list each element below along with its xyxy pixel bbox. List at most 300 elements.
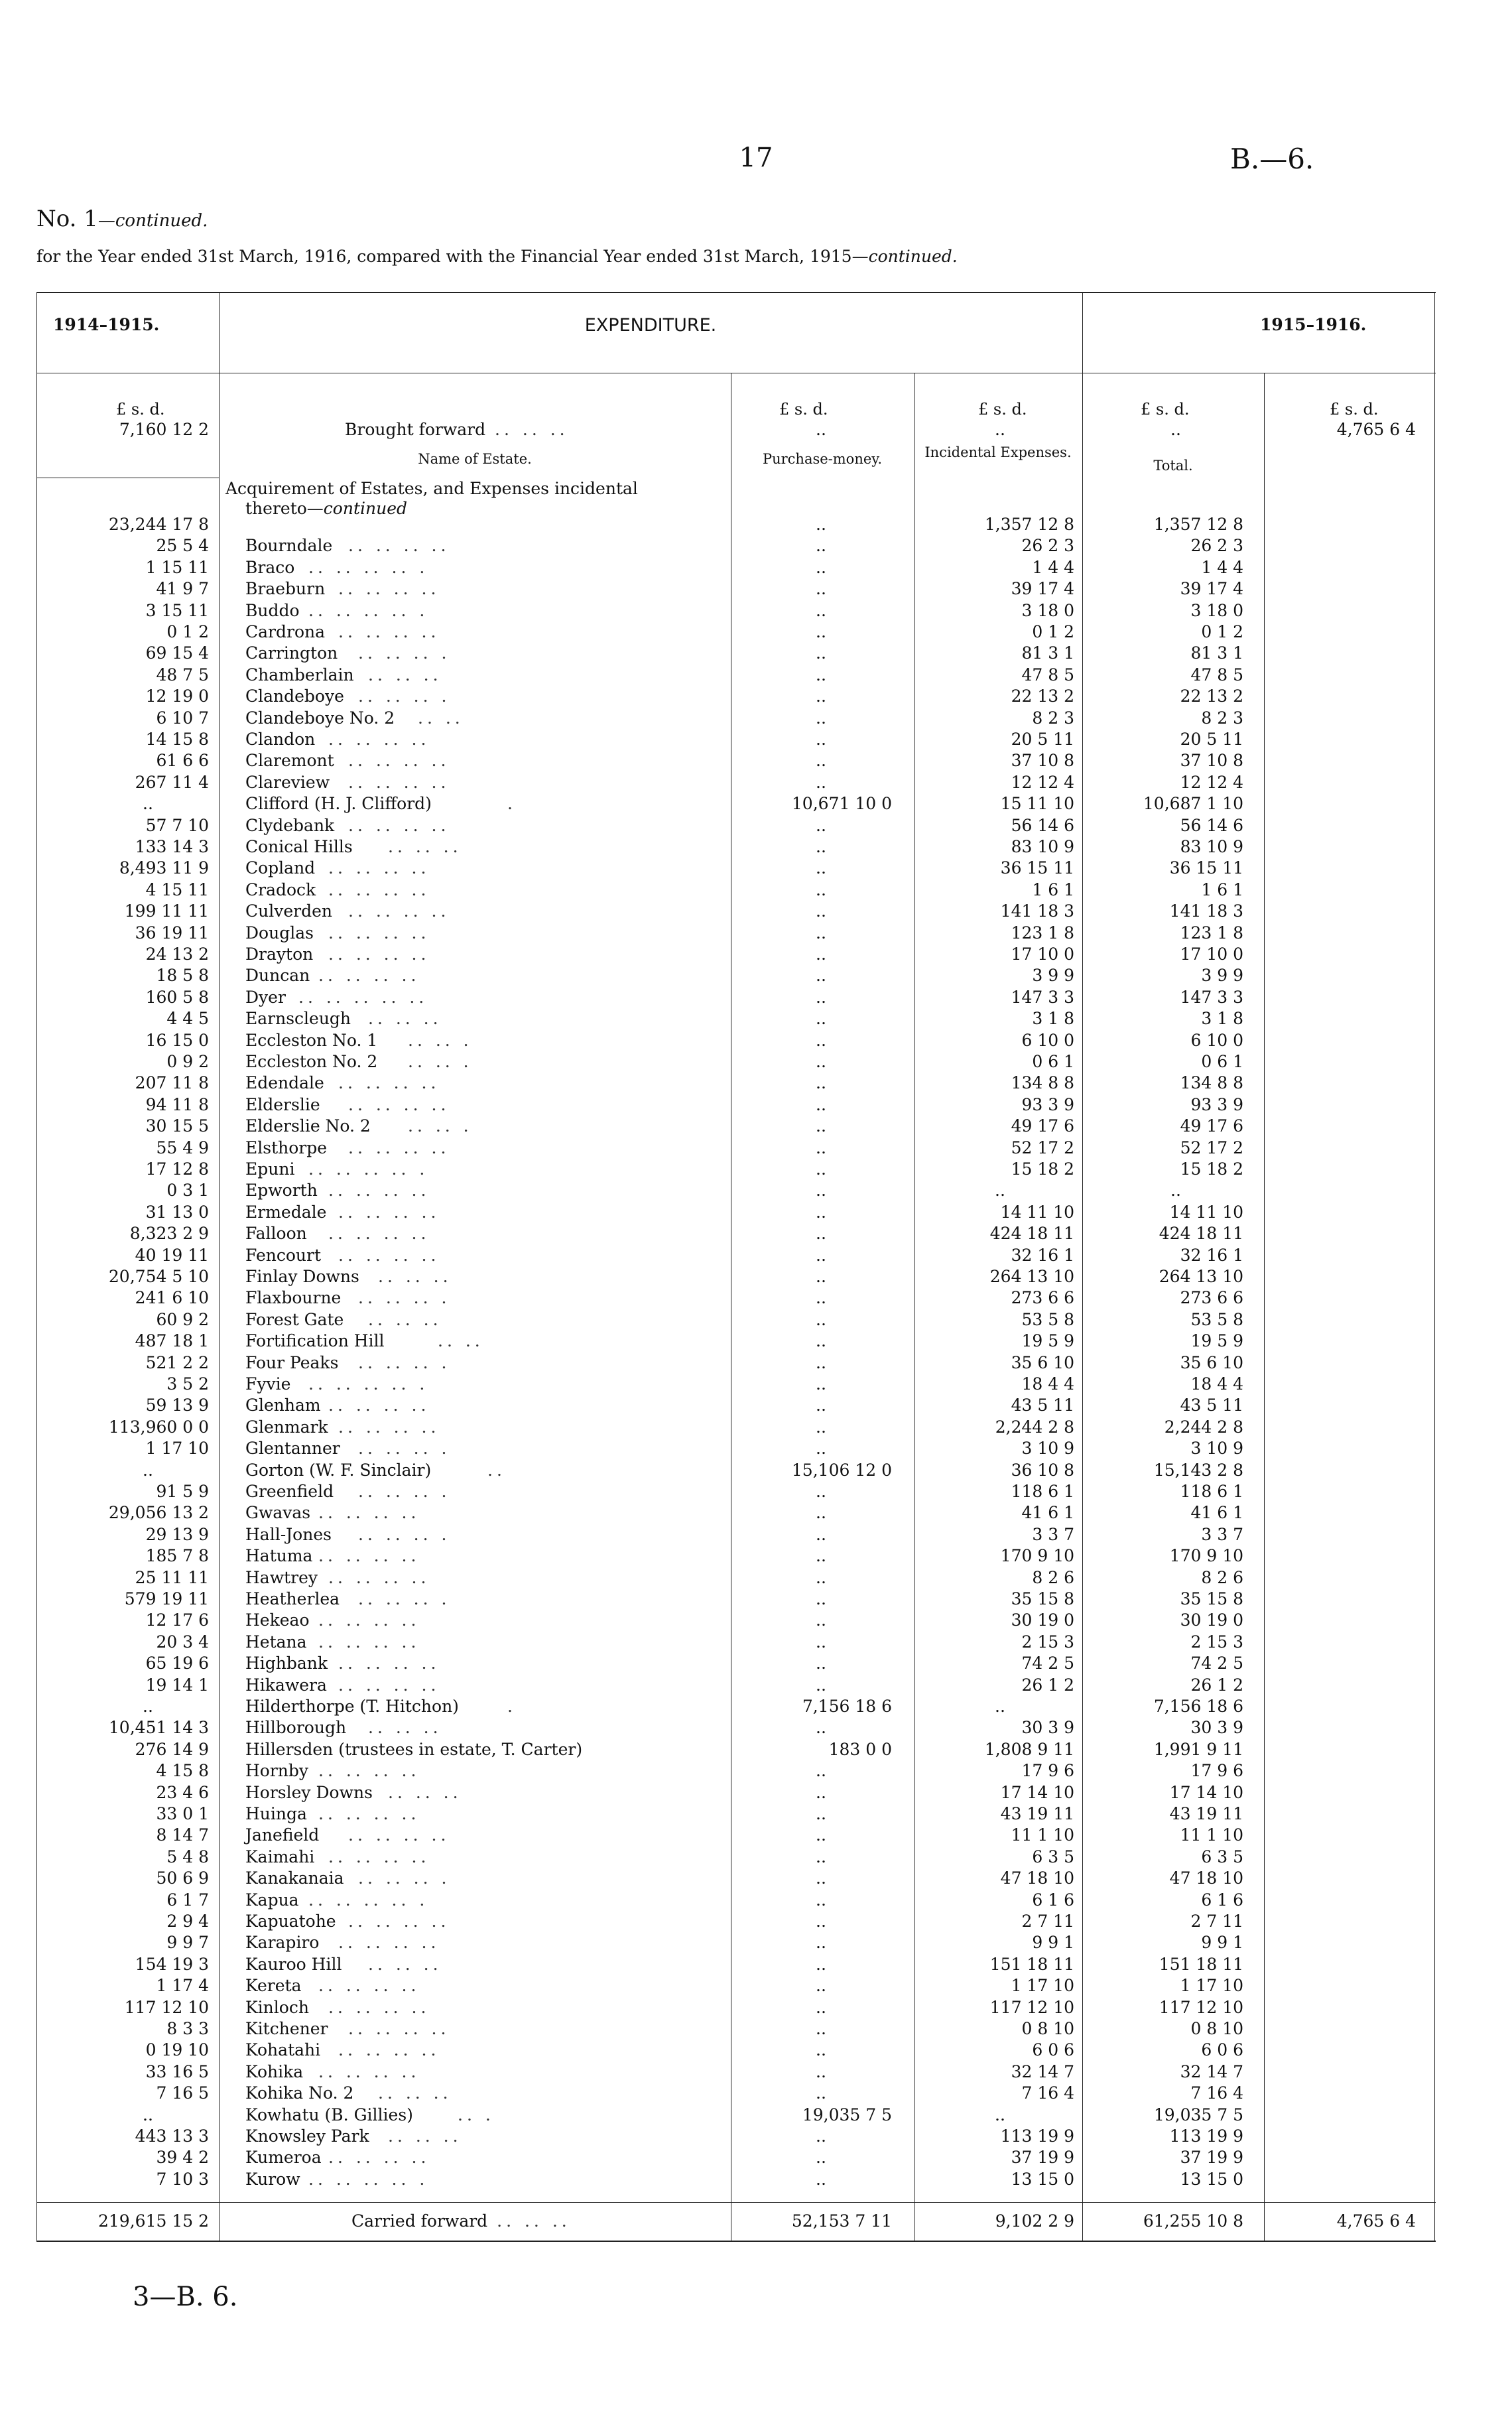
- total: 32 16 1: [1180, 1245, 1243, 1265]
- page-number: 17: [739, 143, 773, 173]
- incidental-expenses: 6 3 5: [1032, 1847, 1074, 1866]
- total: 30 3 9: [1190, 1718, 1243, 1738]
- leader-dots: .. .. .. ..: [318, 1632, 420, 1652]
- leader-dots: .. .. .. .: [358, 1352, 451, 1372]
- total: 41 6 1: [1190, 1503, 1243, 1523]
- leader-dots: .. .. .. ..: [318, 1804, 420, 1823]
- purchase-money: ..: [816, 1159, 826, 1179]
- table-row: [0, 1739, 1512, 1760]
- leader-dots: .. .. .. .: [358, 1288, 451, 1308]
- row-1914-1915-amount: 7 16 5: [156, 2083, 209, 2103]
- table-row: [0, 1954, 1512, 1975]
- total: 37 10 8: [1180, 751, 1243, 771]
- incidental-expenses: 35 6 10: [1011, 1352, 1074, 1372]
- row-1914-1915-amount: 185 7 8: [145, 1546, 209, 1566]
- table-row: [0, 1309, 1512, 1331]
- leader-dots: .. .. .. ..: [328, 730, 430, 749]
- total: 15,143 2 8: [1153, 1460, 1243, 1480]
- unit-total: £ s. d.: [1141, 400, 1190, 419]
- total: 8 2 6: [1201, 1567, 1243, 1587]
- row-1914-1915-amount: 1 15 11: [145, 557, 209, 577]
- incidental-expenses: 147 3 3: [1011, 987, 1074, 1007]
- estate-name: Claremont: [245, 751, 334, 771]
- leader-dots: .. .. .. ..: [348, 2019, 450, 2038]
- purchase-money: ..: [816, 2061, 826, 2081]
- total: 17 10 0: [1180, 945, 1243, 964]
- leader-dots: .. .. .. .. .: [308, 1159, 429, 1179]
- carried-forward-right: 4,765 6 4: [1336, 2211, 1416, 2231]
- row-1914-1915-amount: 41 9 7: [156, 579, 209, 599]
- table-row: [0, 643, 1512, 664]
- row-1914-1915-amount: 9 9 7: [166, 1933, 209, 1953]
- row-1914-1915-amount: 65 19 6: [145, 1654, 209, 1673]
- incidental-expenses: 170 9 10: [1000, 1546, 1074, 1566]
- brought-forward-incidental: ..: [995, 420, 1005, 439]
- estate-name: Eccleston No. 1: [245, 1030, 378, 1050]
- purchase-money: ..: [816, 1675, 826, 1695]
- leader-dots: .. .. .. .: [358, 1439, 451, 1459]
- document-id: B.—6.: [1230, 143, 1314, 175]
- table-row: [0, 578, 1512, 600]
- incidental-expenses: 2 7 11: [1021, 1912, 1074, 1931]
- total: 47 18 10: [1169, 1868, 1243, 1888]
- row-1914-1915-amount: ..: [143, 1460, 153, 1480]
- table-row: [0, 1180, 1512, 1201]
- incidental-expenses: 43 5 11: [1011, 1396, 1074, 1415]
- total: 17 9 6: [1190, 1761, 1243, 1781]
- row-1914-1915-amount: 24 13 2: [145, 945, 209, 964]
- purchase-money: ..: [816, 858, 826, 878]
- total: 3 18 0: [1190, 600, 1243, 620]
- table-top-rule: [36, 292, 1436, 293]
- total: 2 7 11: [1190, 1912, 1243, 1931]
- table-row: [0, 2105, 1512, 2126]
- estate-name: Hikawera: [245, 1675, 327, 1695]
- total: 49 17 6: [1180, 1116, 1243, 1136]
- incidental-expenses: 30 19 0: [1011, 1610, 1074, 1630]
- carried-forward-row: [0, 2211, 1512, 2232]
- incidental-expenses: 6 0 6: [1032, 2040, 1074, 2060]
- row-1914-1915-amount: 39 4 2: [156, 2148, 209, 2168]
- table-row: [0, 1287, 1512, 1309]
- leader-dots: .. .. .: [408, 1052, 473, 1071]
- estate-name: Kohatahi: [245, 2040, 321, 2060]
- table-row: [0, 987, 1512, 1008]
- total: ..: [1170, 1181, 1181, 1201]
- section-heading-line1: Acquirement of Estates, and Expenses incidental: [225, 479, 638, 498]
- total: 20 5 11: [1180, 730, 1243, 749]
- purchase-money: ..: [816, 751, 826, 771]
- incidental-expenses: 141 18 3: [1000, 901, 1074, 921]
- total: 134 8 8: [1180, 1073, 1243, 1093]
- table-row: [0, 2126, 1512, 2147]
- purchase-money: ..: [816, 772, 826, 792]
- subtitle: [36, 247, 958, 266]
- estate-name: Kauroo Hill: [245, 1954, 342, 1974]
- total: 117 12 10: [1159, 1997, 1243, 2017]
- section-heading-italic: continued: [323, 499, 407, 518]
- estate-name: Clareview: [245, 772, 330, 792]
- incidental-expenses: ..: [995, 1697, 1005, 1716]
- brought-forward-row: [0, 419, 1512, 440]
- incidental-expenses: 32 14 7: [1011, 2061, 1074, 2081]
- incidental-expenses: 39 17 4: [1011, 579, 1074, 599]
- table-row: [0, 1589, 1512, 1610]
- estate-name: Horsley Downs: [245, 1782, 373, 1802]
- incidental-expenses: 49 17 6: [1011, 1116, 1074, 1136]
- table-row: [0, 901, 1512, 922]
- leader-dots: .. .. .. ..: [328, 880, 430, 899]
- estate-name: Hawtrey: [245, 1567, 318, 1587]
- purchase-money: ..: [816, 536, 826, 556]
- table-row: [0, 1460, 1512, 1481]
- row-1914-1915-amount: 19 14 1: [145, 1675, 209, 1695]
- total: 81 3 1: [1190, 643, 1243, 663]
- purchase-money: ..: [816, 901, 826, 921]
- leader-dots: .. .. .. ..: [348, 772, 450, 792]
- row-1914-1915-amount: 579 19 11: [124, 1589, 209, 1608]
- leader-dots: .. .. .: [408, 1116, 473, 1136]
- row-1914-1915-amount: 61 6 6: [156, 751, 209, 771]
- estate-name: Kapua: [245, 1890, 299, 1910]
- incidental-expenses: 18 4 4: [1021, 1374, 1074, 1394]
- row-1914-1915-amount: 6 1 7: [166, 1890, 209, 1910]
- leader-dots: .. .. ..: [368, 1954, 442, 1974]
- row-1914-1915-amount: 521 2 2: [145, 1352, 209, 1372]
- leader-dots: .: [507, 1697, 517, 1716]
- table-row: [0, 1417, 1512, 1438]
- table-row: [0, 1266, 1512, 1287]
- total: 10,687 1 10: [1143, 794, 1243, 814]
- estate-name: Kitchener: [245, 2019, 328, 2038]
- estate-name: Kohika: [245, 2061, 304, 2081]
- purchase-money: ..: [816, 515, 826, 534]
- leader-dots: .. .. .. ..: [318, 1503, 420, 1523]
- table-row: [0, 1868, 1512, 1889]
- incidental-expenses: 81 3 1: [1021, 643, 1074, 663]
- purchase-money: ..: [816, 1589, 826, 1608]
- carried-forward-incidental: 9,102 2 9: [995, 2211, 1074, 2231]
- incidental-expenses: 6 1 6: [1032, 1890, 1074, 1910]
- total: 18 4 4: [1190, 1374, 1243, 1394]
- incidental-expenses: 3 10 9: [1021, 1439, 1074, 1459]
- incidental-expenses: 26 1 2: [1021, 1675, 1074, 1695]
- purchase-money: ..: [816, 2126, 826, 2146]
- purchase-money: ..: [816, 1374, 826, 1394]
- unit-incidental: £ s. d.: [978, 400, 1027, 419]
- purchase-money: ..: [816, 1912, 826, 1931]
- row-1914-1915-amount: 12 19 0: [145, 686, 209, 706]
- row-1914-1915-amount: ..: [143, 1697, 153, 1716]
- total: 1 17 10: [1180, 1976, 1243, 1996]
- purchase-money: 7,156 18 6: [802, 1697, 892, 1716]
- row-1914-1915-amount: 40 19 11: [135, 1245, 209, 1265]
- purchase-money: ..: [816, 1847, 826, 1866]
- purchase-money: ..: [816, 966, 826, 986]
- row-1914-1915-amount: 0 3 1: [166, 1181, 209, 1201]
- purchase-money: ..: [816, 1503, 826, 1523]
- row-1914-1915-amount: 4 15 8: [156, 1761, 209, 1781]
- incidental-expenses: 35 15 8: [1011, 1589, 1074, 1608]
- incidental-expenses: 15 18 2: [1011, 1159, 1074, 1179]
- total: 93 3 9: [1190, 1094, 1243, 1114]
- incidental-expenses: 1,357 12 8: [984, 515, 1074, 534]
- total: 1,991 9 11: [1153, 1739, 1243, 1759]
- statement-number-text: No. 1: [36, 206, 98, 232]
- estate-name: Forest Gate: [245, 1309, 344, 1329]
- table-row: [0, 1502, 1512, 1524]
- estate-name: Duncan: [245, 966, 310, 986]
- incidental-expenses: 1 17 10: [1011, 1976, 1074, 1996]
- purchase-money: ..: [816, 1997, 826, 2017]
- row-1914-1915-amount: 69 15 4: [145, 643, 209, 663]
- leader-dots: .. .. .. ..: [348, 536, 450, 556]
- total: 7 16 4: [1190, 2083, 1243, 2103]
- unit-left: £ s. d.: [116, 400, 165, 419]
- row-1914-1915-amount: 199 11 11: [124, 901, 209, 921]
- leader-dots: .. .. .. ..: [338, 1933, 440, 1953]
- table-row: [0, 1610, 1512, 1631]
- leader-dots: .. .. .. ..: [328, 1181, 430, 1201]
- table-row: [0, 665, 1512, 686]
- leader-dots: .: [507, 794, 517, 814]
- brought-forward-text: Brought forward: [345, 420, 486, 439]
- estate-name: Glenham: [245, 1396, 321, 1415]
- row-1914-1915-amount: 25 5 4: [156, 536, 209, 556]
- purchase-money: ..: [816, 2169, 826, 2189]
- total: 53 5 8: [1190, 1309, 1243, 1329]
- leader-dots: .. .. .. ..: [338, 1202, 440, 1222]
- table-row: [0, 1632, 1512, 1653]
- row-1914-1915-amount: 2 9 4: [166, 1912, 209, 1931]
- purchase-money: ..: [816, 557, 826, 577]
- estate-name: Eccleston No. 2: [245, 1052, 378, 1071]
- estate-name: Kurow: [245, 2169, 300, 2189]
- table-row: [0, 1223, 1512, 1244]
- purchase-money: ..: [816, 2019, 826, 2038]
- incidental-expenses: 17 10 0: [1011, 945, 1074, 964]
- estate-name: Buddo: [245, 600, 300, 620]
- row-1914-1915-amount: 5 4 8: [166, 1847, 209, 1866]
- purchase-money: ..: [816, 1331, 826, 1351]
- estate-name: Fyvie: [245, 1374, 291, 1394]
- total: 0 6 1: [1201, 1052, 1243, 1071]
- purchase-money: ..: [816, 1267, 826, 1286]
- table-row: [0, 2061, 1512, 2083]
- incidental-expenses: 19 5 9: [1021, 1331, 1074, 1351]
- estate-name: Hetana: [245, 1632, 307, 1652]
- table-row: [0, 1374, 1512, 1395]
- table-row: [0, 944, 1512, 965]
- leader-dots: .. .. ..: [378, 2083, 452, 2103]
- purchase-money: ..: [816, 1782, 826, 1802]
- table-row: [0, 1202, 1512, 1223]
- purchase-money: ..: [816, 1245, 826, 1265]
- table-row: [0, 1545, 1512, 1567]
- leader-dots: .. .. .. ..: [318, 1546, 420, 1566]
- estate-name: Kanakanaia: [245, 1868, 344, 1888]
- table-row: [0, 535, 1512, 556]
- leader-dots: .. .. .. .: [358, 1482, 451, 1501]
- table-foot-rule-1: [36, 2202, 1436, 2203]
- estate-name: Heatherlea: [245, 1589, 340, 1608]
- table-row: [0, 1975, 1512, 1996]
- purchase-money: ..: [816, 665, 826, 685]
- leader-dots: .. .. .. ..: [328, 1567, 430, 1587]
- table-row: [0, 1245, 1512, 1266]
- carried-forward-total: 61,255 10 8: [1143, 2211, 1243, 2231]
- estate-name: Hekeao: [245, 1610, 310, 1630]
- estate-name: Clandeboye No. 2: [245, 708, 395, 728]
- incidental-expenses: 14 11 10: [1000, 1202, 1074, 1222]
- purchase-money: ..: [816, 2040, 826, 2060]
- total: 8 2 3: [1201, 708, 1243, 728]
- estate-name: Kowhatu (B. Gillies): [245, 2105, 413, 2124]
- incidental-expenses: 83 10 9: [1011, 837, 1074, 856]
- incidental-expenses: 52 17 2: [1011, 1138, 1074, 1157]
- incidental-expenses: 3 9 9: [1032, 966, 1074, 986]
- purchase-money: ..: [816, 1567, 826, 1587]
- incidental-expenses: 424 18 11: [989, 1224, 1074, 1244]
- estate-name: Fencourt: [245, 1245, 322, 1265]
- total: 36 15 11: [1169, 858, 1243, 878]
- purchase-money: ..: [816, 708, 826, 728]
- leader-dots: .. .. ..: [388, 837, 462, 856]
- incidental-expenses: 41 6 1: [1021, 1503, 1074, 1523]
- row-1914-1915-amount: 8,323 2 9: [129, 1224, 209, 1244]
- purchase-money: ..: [816, 1632, 826, 1652]
- table-row: [0, 815, 1512, 836]
- leader-dots: .. .. .. .: [358, 1868, 451, 1888]
- incidental-expenses: 3 1 8: [1032, 1009, 1074, 1029]
- estate-name: Bourndale: [245, 536, 333, 556]
- table-row: [0, 1438, 1512, 1459]
- total: 26 1 2: [1190, 1675, 1243, 1695]
- purchase-money: ..: [816, 1933, 826, 1953]
- leader-dots: .. .. ..: [388, 1782, 462, 1802]
- table-row: [0, 1717, 1512, 1738]
- incidental-expenses: 1,808 9 11: [984, 1739, 1074, 1759]
- table-row: [0, 1675, 1512, 1696]
- estate-name: Gorton (W. F. Sinclair): [245, 1460, 432, 1480]
- total: 26 2 3: [1190, 536, 1243, 556]
- row-1914-1915-amount: 20 3 4: [156, 1632, 209, 1652]
- estate-name: Clifford (H. J. Clifford): [245, 794, 432, 814]
- leader-dots: .. .. ..: [378, 1267, 452, 1286]
- leader-dots: .. .. .. ..: [338, 1675, 440, 1695]
- leader-dots: .. .. .. ..: [328, 1396, 430, 1415]
- estate-name: Copland: [245, 858, 316, 878]
- row-1914-1915-amount: 33 16 5: [145, 2061, 209, 2081]
- row-1914-1915-amount: 1 17 4: [156, 1976, 209, 1996]
- row-1914-1915-amount: 50 6 9: [156, 1868, 209, 1888]
- total: 19,035 7 5: [1153, 2105, 1243, 2124]
- leader-dots: .. .. .. ..: [338, 1417, 440, 1437]
- carried-forward-text: Carried forward: [351, 2211, 488, 2231]
- total: 35 6 10: [1180, 1352, 1243, 1372]
- table-row: [0, 1825, 1512, 1846]
- purchase-money: ..: [816, 1396, 826, 1415]
- row-1914-1915-amount: 8,493 11 9: [119, 858, 209, 878]
- row-1914-1915-amount: 20,754 5 10: [108, 1267, 209, 1286]
- leader-dots: .. ..: [418, 708, 464, 728]
- table-row: [0, 750, 1512, 771]
- incidental-expenses: 0 6 1: [1032, 1052, 1074, 1071]
- table-row: [0, 1030, 1512, 1051]
- leader-dots: .. .. .. .: [358, 1524, 451, 1544]
- row-1914-1915-amount: 23 4 6: [156, 1782, 209, 1802]
- row-1914-1915-amount: 8 14 7: [156, 1825, 209, 1845]
- table-foot-rule-2: [36, 2241, 1436, 2242]
- estate-name: Clydebank: [245, 815, 335, 835]
- row-1914-1915-amount: 55 4 9: [156, 1138, 209, 1157]
- incidental-expenses: 30 3 9: [1021, 1718, 1074, 1738]
- carried-forward-label: Carried forward .. .. ..: [351, 2211, 571, 2231]
- row-1914-1915-amount: 0 19 10: [145, 2040, 209, 2060]
- estate-name: Douglas: [245, 923, 314, 943]
- row-1914-1915-amount: 29 13 9: [145, 1524, 209, 1544]
- statement-number: [36, 206, 208, 232]
- leader-dots: .. .. .. ..: [328, 945, 430, 964]
- purchase-money: ..: [816, 1976, 826, 1996]
- incidental-expenses: 1 4 4: [1032, 557, 1074, 577]
- row-1914-1915-amount: 8 3 3: [166, 2019, 209, 2038]
- purchase-money: ..: [816, 1482, 826, 1501]
- row-1914-1915-amount: 59 13 9: [145, 1396, 209, 1415]
- purchase-money: ..: [816, 1288, 826, 1308]
- leader-dots: .. .. .: [408, 1030, 473, 1050]
- brought-forward-total: ..: [1170, 420, 1181, 439]
- incidental-expenses: 2 15 3: [1021, 1632, 1074, 1652]
- leader-dots: .. .. .. ..: [328, 1224, 430, 1244]
- row-1914-1915-amount: 4 15 11: [145, 880, 209, 899]
- estate-name: Edendale: [245, 1073, 324, 1093]
- estate-name: Kereta: [245, 1976, 302, 1996]
- total: 7,156 18 6: [1153, 1697, 1243, 1716]
- total: 1 4 4: [1201, 557, 1243, 577]
- leader-dots: .. .. .. ..: [338, 2040, 440, 2060]
- table-row: [0, 1524, 1512, 1545]
- table-row: [0, 1653, 1512, 1674]
- row-1914-1915-amount: 207 11 8: [135, 1073, 209, 1093]
- unit-purchase: £ s. d.: [779, 400, 828, 419]
- incidental-expenses: 17 14 10: [1000, 1782, 1074, 1802]
- table-row: [0, 1395, 1512, 1416]
- purchase-money: ..: [816, 1202, 826, 1222]
- total: 13 15 0: [1180, 2169, 1243, 2189]
- table-row: [0, 1782, 1512, 1803]
- estate-name: Hornby: [245, 1761, 309, 1781]
- total: 6 10 0: [1190, 1030, 1243, 1050]
- leader-dots: ..: [487, 1460, 506, 1480]
- total: 3 9 9: [1201, 966, 1243, 986]
- table-row: [0, 514, 1512, 535]
- row-1914-1915-amount: ..: [143, 794, 153, 814]
- leader-dots: .. .. ..: [368, 1009, 442, 1029]
- row-1914-1915-amount: 94 11 8: [145, 1094, 209, 1114]
- incidental-expenses: 32 16 1: [1011, 1245, 1074, 1265]
- total: 32 14 7: [1180, 2061, 1243, 2081]
- purchase-money-header: Purchase-money.: [762, 451, 883, 467]
- unit-right: £ s. d.: [1330, 400, 1379, 419]
- row-1914-1915-amount: 23,244 17 8: [108, 515, 209, 534]
- leader-dots: .. .. .. ..: [338, 1654, 440, 1673]
- section-title: EXPENDITURE.: [584, 315, 717, 336]
- incidental-expenses: 264 13 10: [989, 1267, 1074, 1286]
- leader-dots: .. .. .. .: [358, 1589, 451, 1608]
- incidental-expenses: 1 6 1: [1032, 880, 1074, 899]
- table-row: [0, 621, 1512, 643]
